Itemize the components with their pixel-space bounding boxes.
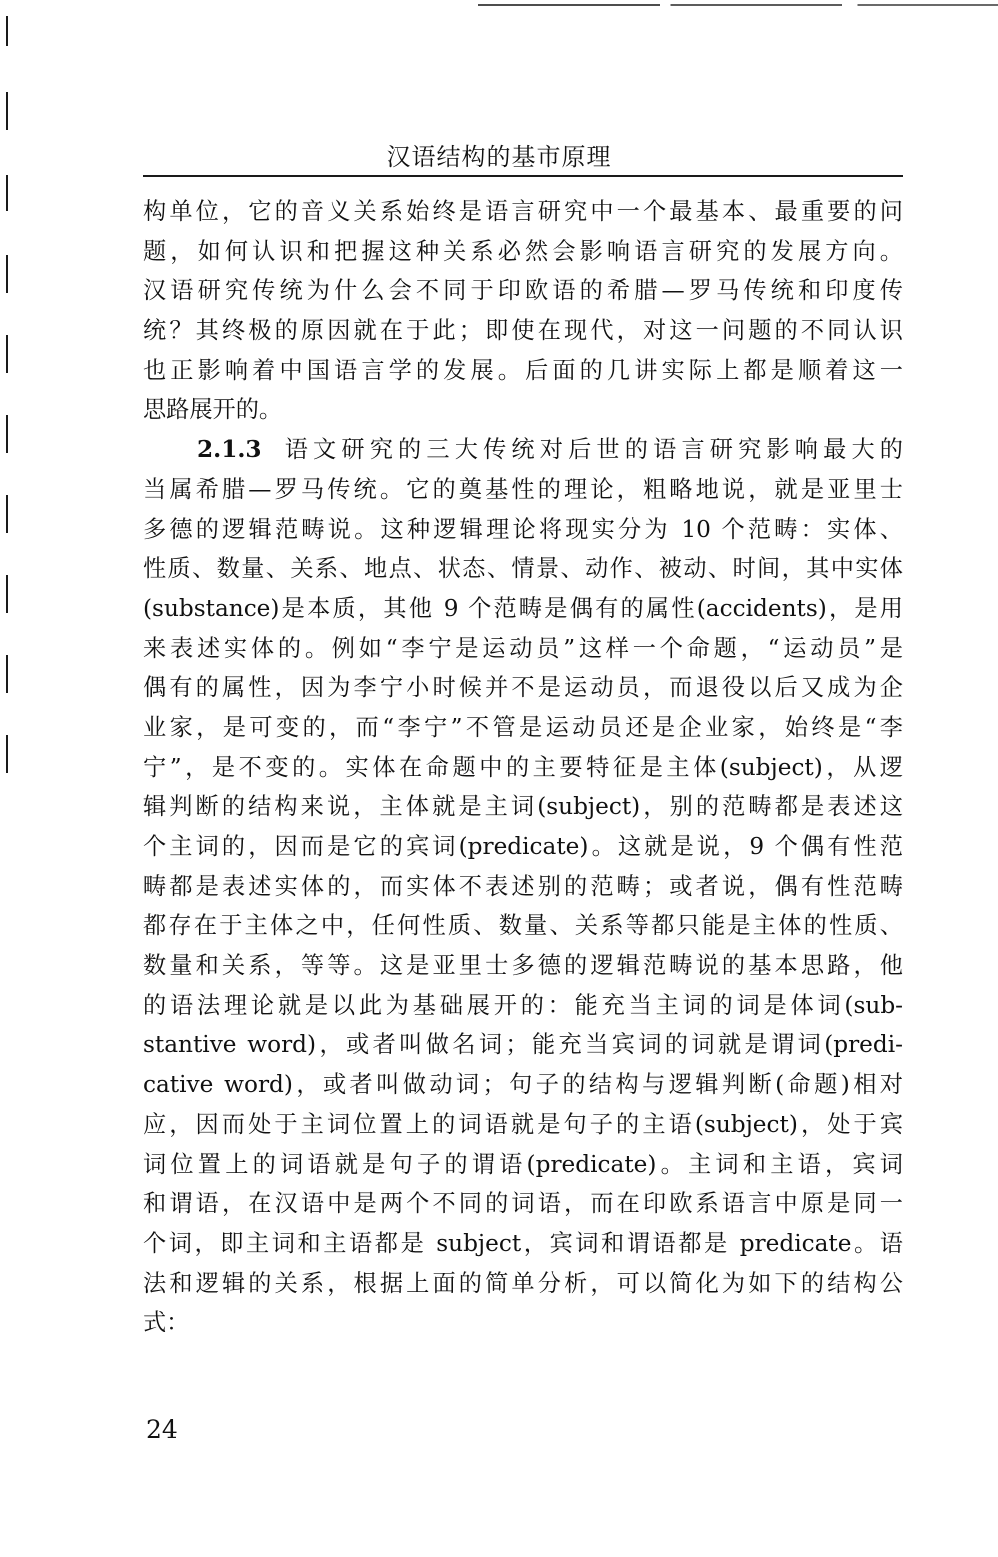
text-line: 思路展开的。: [143, 396, 283, 424]
text-line: 都存在于主体之中，任何性质、数量、关系等都只能是主体的性质、: [143, 912, 903, 940]
scan-margin-mark: [6, 735, 8, 773]
text-line: 多德的逻辑范畴说。这种逻辑理论将现实分为 10 个范畴：实体、: [143, 515, 903, 543]
text-line: cative word)，或者叫做动词；句子的结构与逻辑判断(命题)相对: [143, 1071, 903, 1099]
text-line: 来表述实体的。例如“李宁是运动员”这样一个命题，“运动员”是: [143, 634, 903, 662]
scan-margin-mark: [6, 575, 8, 613]
text-line: 统？其终极的原因就在于此；即使在现代，对这一问题的不同认识: [143, 317, 903, 345]
text-line: 和谓语，在汉语中是两个不同的词语，而在印欧系语言中原是同一: [143, 1190, 903, 1218]
text-line: 辑判断的结构来说，主体就是主词(subject)，别的范畴都是表述这: [143, 793, 903, 821]
running-header: 汉语结构的基市原理: [386, 143, 612, 171]
text-line: (substance)是本质，其他 9 个范畴是偶有的属性(accidents)，是用: [143, 594, 903, 622]
scan-margin-mark: [6, 655, 8, 693]
scan-margin-mark: [6, 255, 8, 293]
header-rule: [143, 175, 903, 177]
text-line: 汉语研究传统为什么会不同于印欧语的希腊—罗马传统和印度传: [143, 277, 903, 305]
body-text: [143, 192, 903, 1343]
scan-margin-mark: [6, 335, 8, 373]
text-line: 个主词的，因而是它的宾词(predicate)。这就是说，9 个偶有性范: [143, 833, 903, 860]
text-line: 的语法理论就是以此为基础展开的：能充当主词的词是体词(sub-: [143, 991, 903, 1019]
text-line: 当属希腊—罗马传统。它的奠基性的理论，粗略地说，就是亚里士: [143, 475, 903, 503]
scan-margin-mark: [6, 175, 8, 211]
text-line: 构单位，它的音义关系始终是语言研究中一个最基本、最重要的问: [143, 198, 903, 225]
section-first-line: [143, 430, 903, 470]
text-line: 词位置上的词语就是句子的谓语(predicate)。主词和主语，宾词: [143, 1150, 903, 1178]
text-line: 畴都是表述实体的，而实体不表述别的范畴；或者说，偶有性范畴: [143, 872, 903, 900]
text-line: 偶有的属性，因为李宁小时候并不是运动员，而退役以后又成为企: [143, 674, 903, 702]
scan-margin-mark: [6, 92, 8, 130]
text-line: 个词，即主词和主语都是 subject，宾词和谓语都是 predicate。语: [143, 1229, 903, 1257]
scan-edge-line: [478, 4, 998, 6]
scan-margin-mark: [6, 495, 8, 533]
scan-margin-mark: [6, 16, 8, 46]
text-line: stantive word)，或者叫做名词；能充当宾词的词就是谓词(predi-: [143, 1031, 903, 1059]
text-line: 题，如何认识和把握这种关系必然会影响语言研究的发展方向。: [143, 237, 903, 265]
text-line: 也正影响着中国语言学的发展。后面的几讲实际上都是顺着这一: [143, 356, 903, 384]
text-line: 应，因而处于主词位置上的词语就是句子的主语(subject)，处于宾: [143, 1110, 903, 1138]
text-line: 法和逻辑的关系，根据上面的简单分析，可以简化为如下的结构公: [143, 1269, 903, 1297]
text-line: 语文研究的三大传统对后世的语言研究影响最大的: [279, 436, 903, 464]
scan-margin-mark: [6, 415, 8, 453]
text-line: 业家，是可变的，而“李宁”不管是运动员还是企业家，始终是“李: [143, 713, 903, 741]
text-line: 数量和关系，等等。这是亚里士多德的逻辑范畴说的基本思路，他: [143, 952, 903, 980]
section-number: 2.1.3: [197, 436, 262, 464]
text-line: 性质、数量、关系、地点、状态、情景、动作、被动、时间，其中实体: [143, 555, 903, 583]
page-number: 24: [146, 1415, 178, 1444]
text-line: 式：: [143, 1309, 190, 1337]
text-line: 宁”，是不变的。实体在命题中的主要特征是主体(subject)，从逻: [143, 753, 903, 781]
